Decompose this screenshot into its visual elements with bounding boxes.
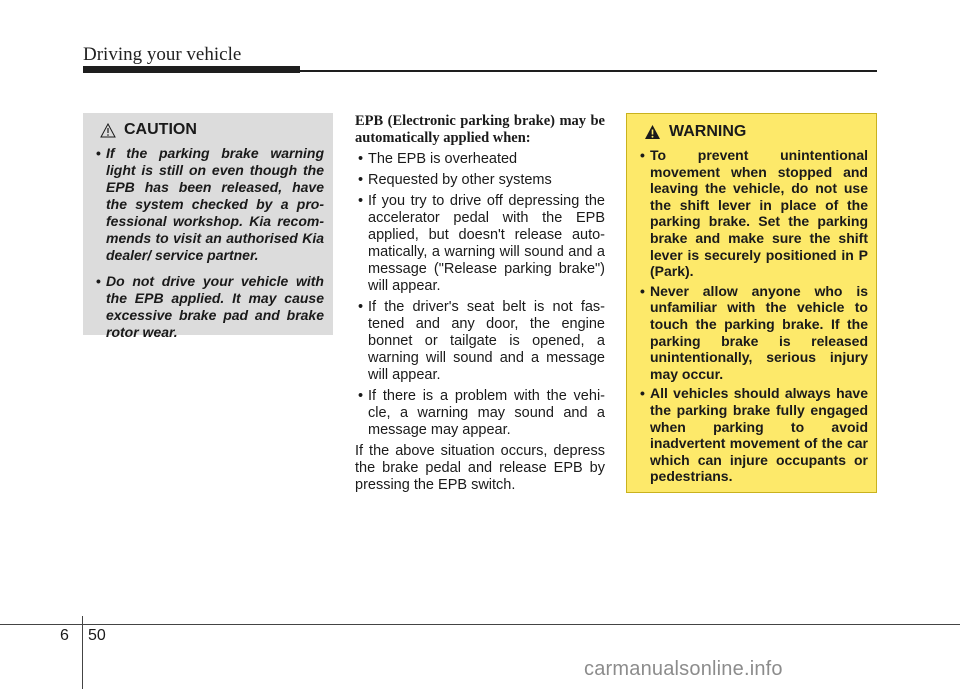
- caution-header: [100, 121, 324, 139]
- section-heading: EPB (Electronic parking brake) may be automatically applied when:: [355, 113, 605, 146]
- conditions-list: [355, 151, 605, 439]
- bullet: •: [96, 145, 101, 161]
- warning-item: • To prevent unintentional movement when stopped and leaving the vehicle, do not use the shift lever in place of the parking brake. Set the parking brake and make sure the shift lever is securely positioned in P (Park).: [640, 147, 868, 280]
- header-title: Driving your vehicle: [83, 44, 242, 65]
- caution-triangle-icon: [100, 123, 116, 138]
- page-number: 50: [88, 627, 106, 644]
- main-content: [355, 113, 605, 494]
- watermark: carmanualsonline.info: [584, 658, 783, 680]
- caution-label: CAUTION: [124, 121, 197, 138]
- caution-list: [92, 145, 324, 341]
- bullet: •: [640, 385, 645, 402]
- footer-divider: [82, 616, 83, 689]
- warning-item: • Never allow anyone who is unfamiliar with the vehicle to touch the parking brake. If the parking brake is released unintentionally, serious injury may occur.: [640, 282, 868, 382]
- warning-triangle-icon: [644, 124, 661, 140]
- bullet: •: [358, 151, 364, 167]
- footer-rule: [0, 624, 960, 625]
- bullet: •: [96, 273, 101, 289]
- header-rule: [300, 70, 877, 72]
- list-item: • Requested by other systems: [358, 172, 552, 188]
- bullet: •: [358, 299, 364, 315]
- list-item: • If there is a problem with the vehi- cle, a warning may sound and a message may appear.: [358, 388, 605, 438]
- bullet: •: [358, 172, 364, 188]
- chapter-number: 6: [60, 627, 69, 644]
- header-bar: [83, 66, 300, 73]
- warning-label: WARNING: [669, 123, 747, 140]
- warning-header: [644, 123, 868, 141]
- warning-item: • All vehicles should always have the parking brake fully engaged when parking to avoid inadvertent movement of the car which can injure occupants or pedestrians.: [640, 385, 868, 485]
- bullet: •: [358, 193, 364, 209]
- caution-item: • Do not drive your vehicle with the EPB applied. It may cause excessive brake pad and brake rotor wear.: [96, 273, 324, 340]
- bullet: •: [640, 282, 645, 299]
- list-item: • If the driver's seat belt is not fas- tened and any door, the engine bonnet or tailgate is opened, a warning will sound and a message will appear.: [358, 299, 605, 383]
- caution-box: [83, 113, 333, 340]
- caution-item: • If the parking brake warning light is still on even though the EPB has been released, have the system checked by a pro- fessional workshop. Kia recom- mends to visit an authorised Kia dealer/ service partner.: [96, 145, 324, 263]
- list-item: • The EPB is overheated: [358, 151, 518, 167]
- bullet: •: [358, 388, 364, 404]
- list-item: • If you try to drive off depressing the accelerator pedal with the EPB applied, but doesn't release auto- matically, a warning will sound and a message ("Release parking brake") will appear.: [358, 193, 605, 294]
- instruction-paragraph: If the above situation occurs, depress the brake pedal and release EPB by pressing the EPB switch.: [355, 443, 605, 493]
- warning-list: [636, 147, 868, 485]
- bullet: •: [640, 147, 645, 163]
- warning-box: [626, 113, 877, 493]
